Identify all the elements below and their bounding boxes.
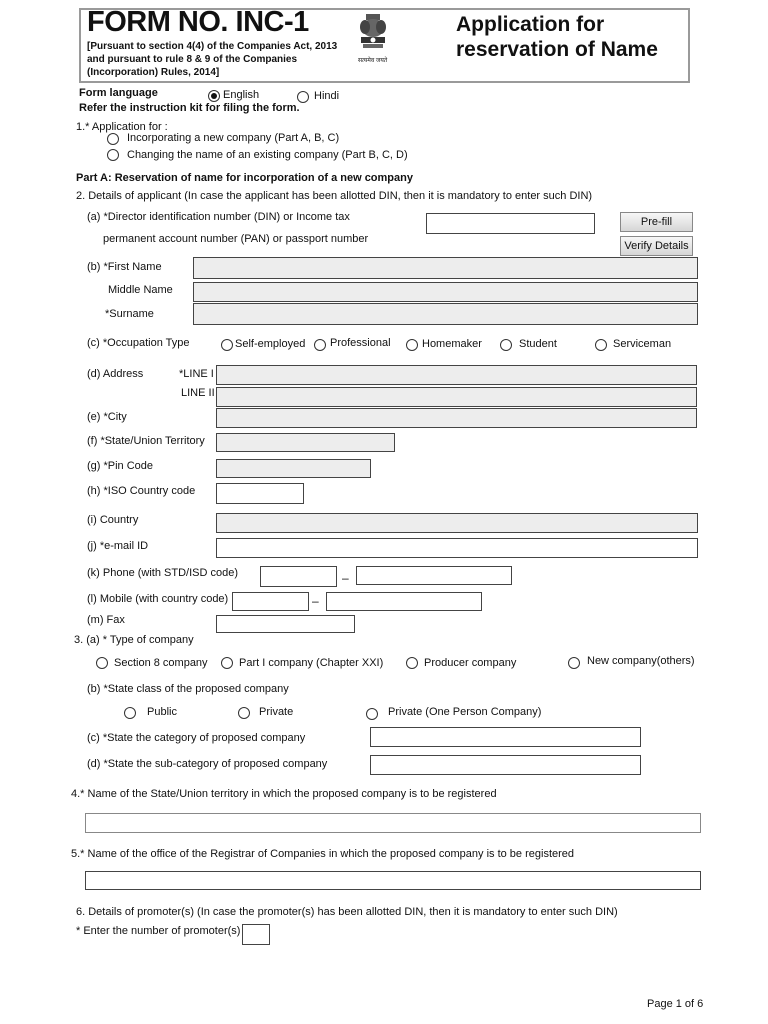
page-number: Page 1 of 6 [647,998,704,1010]
option-student: Student [519,338,557,350]
city-input[interactable] [216,408,697,428]
email-label: (j) *e-mail ID [87,540,149,552]
option-new-company: Incorporating a new company (Part A, B, C) [127,132,340,144]
mobile-label: (l) Mobile (with country code) [87,593,229,605]
q4-label: 4.* Name of the State/Union territory in which the proposed company is to be registered [71,788,497,800]
line2-label: LINE II [181,387,215,399]
line1-label: *LINE I [179,368,214,380]
radio-new-company[interactable] [107,133,119,145]
radio-change-name[interactable] [107,149,119,161]
option-new-company-others: New company(others) [587,655,695,667]
address-line2-input[interactable] [216,387,697,407]
q6-label: 6. Details of promoter(s) (In case the promoter(s) has been allotted DIN, then it is mandatory to enter such DIN) [76,906,618,918]
address-line1-input[interactable] [216,365,697,385]
form-language-label: Form language [79,87,158,99]
option-self-employed: Self-employed [235,338,306,350]
city-label: (e) *City [87,411,127,423]
subcategory-label: (d) *State the sub-category of proposed company [87,758,328,770]
q5-label: 5.* Name of the office of the Registrar of Companies in which the proposed company is to be registered [71,848,575,860]
category-input[interactable] [370,727,641,747]
occupation-label: (c) *Occupation Type [87,337,190,349]
pin-input[interactable] [216,459,371,478]
promoter-count-label: * Enter the number of promoter(s) [76,925,241,937]
radio-new-company-others[interactable] [568,657,580,669]
part-a-heading: Part A: Reservation of name for incorporation of a new company [76,172,413,184]
surname-label: *Surname [105,308,154,320]
state-label: (f) *State/Union Territory [87,435,205,447]
middle-name-label: Middle Name [108,284,173,296]
email-input[interactable] [216,538,698,558]
option-english: English [223,89,260,101]
mobile-number-input[interactable] [326,592,482,611]
title-line-2: reservation of Name [456,38,658,61]
din-input[interactable] [426,213,595,234]
surname-input[interactable] [193,303,698,325]
company-type-label: 3. (a) * Type of company [74,634,194,646]
subcategory-input[interactable] [370,755,641,775]
pin-label: (g) *Pin Code [87,460,154,472]
address-label: (d) Address [87,368,144,380]
option-producer: Producer company [424,657,517,669]
option-public: Public [147,706,177,718]
iso-label: (h) *ISO Country code [87,485,196,497]
phone-number-input[interactable] [356,566,512,585]
radio-part-i[interactable] [221,657,233,669]
form-number: FORM NO. INC-1 [87,6,309,38]
radio-producer[interactable] [406,657,418,669]
radio-homemaker[interactable] [406,339,418,351]
radio-section-8[interactable] [96,657,108,669]
din-label-1: (a) *Director identification number (DIN) or Income tax [87,211,350,223]
state-ut-input[interactable] [85,813,701,833]
option-professional: Professional [330,337,391,349]
radio-self-employed[interactable] [221,339,233,351]
option-opc: Private (One Person Company) [388,706,542,718]
iso-input[interactable] [216,483,304,504]
option-homemaker: Homemaker [422,338,482,350]
option-section-8: Section 8 company [114,657,208,669]
pursuant-text: [Pursuant to section 4(4) of the Companies Act, 2013 and pursuant to rule 8 & 9 of the Companies (Incorporation) Rules, 2014] [87,41,338,78]
radio-opc[interactable] [366,708,378,720]
radio-student[interactable] [500,339,512,351]
phone-code-input[interactable] [260,566,337,587]
mobile-code-input[interactable] [232,592,309,611]
instruction-text: Refer the instruction kit for filing the form. [79,102,300,114]
class-label: (b) *State class of the proposed company [87,683,289,695]
state-input[interactable] [216,433,395,452]
emblem-caption: सत्यमेव जयते [358,58,388,64]
promoter-count-input[interactable] [242,924,270,945]
option-part-i: Part I company (Chapter XXI) [239,657,384,669]
country-label: (i) Country [87,514,139,526]
radio-english[interactable] [208,90,220,102]
option-serviceman: Serviceman [613,338,672,350]
option-hindi: Hindi [314,90,340,102]
option-private: Private [259,706,294,718]
category-label: (c) *State the category of proposed company [87,732,306,744]
fax-input[interactable] [216,615,355,633]
roc-office-input[interactable] [85,871,701,890]
option-change-name: Changing the name of an existing company (Part B, C, D) [127,149,408,161]
fax-label: (m) Fax [87,614,125,626]
din-label-2: permanent account number (PAN) or passport number [103,233,369,245]
first-name-label: (b) *First Name [87,261,162,273]
country-input[interactable] [216,513,698,533]
verify-details-button[interactable]: Verify Details [620,236,693,256]
phone-label: (k) Phone (with STD/ISD code) [87,567,238,579]
first-name-input[interactable] [193,257,698,279]
radio-professional[interactable] [314,339,326,351]
radio-serviceman[interactable] [595,339,607,351]
title-line-1: Application for [456,13,605,36]
q1-label: 1.* Application for : [76,121,168,133]
prefill-button[interactable]: Pre-fill [620,212,693,232]
mobile-dash: – [312,594,319,608]
q2-label: 2. Details of applicant (In case the applicant has been allotted DIN, then it is mandatory to enter such DIN) [76,190,593,202]
phone-dash: – [342,571,349,585]
application-title [456,12,686,62]
radio-public[interactable] [124,707,136,719]
middle-name-input[interactable] [193,282,698,302]
radio-private[interactable] [238,707,250,719]
